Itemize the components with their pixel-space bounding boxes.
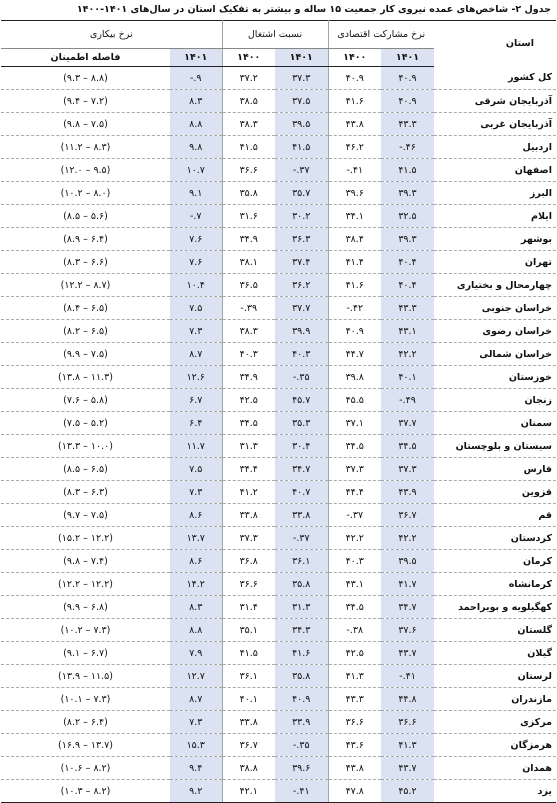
table-row [1, 642, 556, 665]
unemployment-1401-cell: ۹.۱ [170, 182, 222, 205]
employment-1401-cell: ۳۶.۳ [275, 228, 328, 251]
unemployment-1401-cell: ۷.۵ [170, 458, 222, 481]
employment-1400-header: ۱۴۰۰ [222, 49, 275, 67]
table-row [1, 389, 556, 412]
participation-1401-cell: ۳۹.۳ [381, 228, 434, 251]
confidence-interval-cell: (۱۲.۲ – ۱۵.۲) [1, 527, 170, 550]
table-row [1, 366, 556, 389]
unemployment-1401-cell: ۹.- [170, 67, 222, 90]
employment-1400-cell: ۳۵.۱ [222, 619, 275, 642]
participation-1401-cell: ۳۷.۳ [381, 458, 434, 481]
confidence-interval-cell: (۷.۵ – ۹.۹) [1, 343, 170, 366]
table-row [1, 596, 556, 619]
unemployment-1401-cell: ۸.۸ [170, 113, 222, 136]
confidence-interval-cell: (۷.۳ – ۱۰.۱) [1, 688, 170, 711]
employment-1401-cell: ۳۹.۶ [275, 757, 328, 780]
unemployment-1401-cell: ۱۰.۴ [170, 274, 222, 297]
participation-1400-cell: ۴۳.۸ [328, 757, 381, 780]
confidence-interval-header: فاصله اطمینان [1, 49, 170, 67]
table-row [1, 113, 556, 136]
table-row [1, 711, 556, 734]
employment-1400-cell: ۳۸.۵ [222, 90, 275, 113]
participation-1401-cell: ۴۰.۴ [381, 274, 434, 297]
table-row [1, 619, 556, 642]
participation-1401-cell: ۴۳.۷ [381, 757, 434, 780]
table-body [1, 67, 556, 803]
unemployment-1401-cell: ۹.۲ [170, 780, 222, 803]
unemployment-1401-cell: ۶.۷ [170, 389, 222, 412]
confidence-interval-cell: (۶.۶ – ۸.۳) [1, 251, 170, 274]
employment-1401-cell: ۳۳.۹ [275, 711, 328, 734]
participation-header: نرخ مشارکت اقتصادی [328, 21, 434, 49]
participation-1400-cell: ۳۸.- [328, 619, 381, 642]
unemployment-header: نرخ بیکاری [1, 21, 222, 49]
province-cell: زنجان [434, 389, 556, 412]
province-cell: سمنان [434, 412, 556, 435]
confidence-interval-cell: (۸.۲ – ۱۰.۶) [1, 757, 170, 780]
employment-1401-cell: ۴۵.۷ [275, 389, 328, 412]
table-row [1, 527, 556, 550]
unemployment-1401-cell: ۸.۷ [170, 688, 222, 711]
participation-1401-cell: ۴۵.۲ [381, 780, 434, 803]
participation-1400-cell: ۴۱.۶ [328, 90, 381, 113]
employment-1400-cell: ۳۵.۸ [222, 182, 275, 205]
participation-1401-cell: ۳۲.۵ [381, 205, 434, 228]
employment-1401-cell: ۳۷.- [275, 159, 328, 182]
employment-1401-cell: ۳۴.۷ [275, 458, 328, 481]
participation-1401-cell: ۳۴.۷ [381, 596, 434, 619]
employment-1400-cell: ۳۸.۸ [222, 757, 275, 780]
unemployment-1401-cell: ۱۲.۶ [170, 366, 222, 389]
province-cell: البرز [434, 182, 556, 205]
employment-1401-cell: ۴۱.- [275, 780, 328, 803]
confidence-interval-cell: (۱۳.۷ – ۱۶.۹) [1, 734, 170, 757]
province-cell: تهران [434, 251, 556, 274]
participation-1401-cell: ۳۶.۷ [381, 504, 434, 527]
employment-1401-cell: ۳۵.۸ [275, 573, 328, 596]
employment-1400-cell: ۳۸.۳ [222, 113, 275, 136]
participation-1400-cell: ۳۶.۶ [328, 711, 381, 734]
unemployment-1401-cell: ۷.۶ [170, 251, 222, 274]
confidence-interval-cell: (۱۰.۰ – ۱۳.۳) [1, 435, 170, 458]
confidence-interval-cell: (۵.۲ – ۷.۵) [1, 412, 170, 435]
confidence-interval-cell: (۷.۵ – ۹.۸) [1, 113, 170, 136]
province-cell: مازندران [434, 688, 556, 711]
unemployment-1401-cell: ۸.۶ [170, 504, 222, 527]
table-row [1, 343, 556, 366]
participation-1401-cell: ۴۰.۹ [381, 90, 434, 113]
participation-1401-cell: ۴۹.- [381, 389, 434, 412]
unemployment-1401-cell: ۸.۸ [170, 619, 222, 642]
unemployment-1401-cell: ۸.۶ [170, 550, 222, 573]
participation-1400-cell: ۴۳.۱ [328, 573, 381, 596]
employment-1400-cell: ۳۴.۵ [222, 412, 275, 435]
unemployment-1401-cell: ۸.۳ [170, 596, 222, 619]
employment-1400-cell: ۳۶.۶ [222, 159, 275, 182]
employment-1400-cell: ۴۲.۱ [222, 780, 275, 803]
participation-1400-cell: ۳۴.۵ [328, 435, 381, 458]
province-cell: خوزستان [434, 366, 556, 389]
unemployment-1401-cell: ۹.۸ [170, 136, 222, 159]
participation-1401-cell: ۴۳.۷ [381, 642, 434, 665]
confidence-interval-cell: (۶.۵ – ۸.۴) [1, 297, 170, 320]
employment-1400-cell: ۳۸.۳ [222, 320, 275, 343]
employment-1401-cell: ۳۹.۹ [275, 320, 328, 343]
labor-force-table [1, 20, 556, 803]
employment-1400-cell: ۳۶.۱ [222, 665, 275, 688]
unemployment-1401-cell: ۱۰.۷ [170, 159, 222, 182]
employment-1400-cell: ۳۳.۸ [222, 504, 275, 527]
table-row [1, 159, 556, 182]
unemployment-1401-cell: ۸.۷ [170, 343, 222, 366]
province-cell: بوشهر [434, 228, 556, 251]
table-row [1, 205, 556, 228]
employment-1400-cell: ۳۸.۱ [222, 251, 275, 274]
province-cell: مرکزی [434, 711, 556, 734]
participation-1401-cell: ۳۹.۵ [381, 550, 434, 573]
employment-1401-cell: ۴۰.۳ [275, 343, 328, 366]
province-cell: آذربایجان شرقی [434, 90, 556, 113]
employment-1401-cell: ۳۷.- [275, 527, 328, 550]
confidence-interval-cell: (۷.۵ – ۹.۷) [1, 504, 170, 527]
employment-1401-cell: ۴۰.۹ [275, 688, 328, 711]
participation-1400-cell: ۴۱.۳ [328, 665, 381, 688]
table-row [1, 481, 556, 504]
unemployment-1401-cell: ۷.۳ [170, 320, 222, 343]
table-row [1, 274, 556, 297]
participation-1401-cell: ۴۱.۷ [381, 573, 434, 596]
participation-1400-cell: ۴۴.۴ [328, 481, 381, 504]
employment-1401-cell: ۳۵.۳ [275, 412, 328, 435]
employment-1400-cell: ۴۲.۵ [222, 389, 275, 412]
province-cell: سیستان و بلوچستان [434, 435, 556, 458]
employment-1400-cell: ۳۷.۳ [222, 527, 275, 550]
confidence-interval-cell: (۵.۸ – ۷.۶) [1, 389, 170, 412]
employment-1401-cell: ۴۱.۶ [275, 642, 328, 665]
participation-1400-cell: ۳۹.۶ [328, 182, 381, 205]
province-cell: کرمان [434, 550, 556, 573]
participation-1401-cell: ۴۳.۱ [381, 320, 434, 343]
participation-1401-cell: ۳۴.۵ [381, 435, 434, 458]
employment-1400-cell: ۳۴.۹ [222, 228, 275, 251]
participation-1400-header: ۱۴۰۰ [328, 49, 381, 67]
employment-1400-cell: ۳۹.- [222, 297, 275, 320]
employment-1401-cell: ۳۷.۵ [275, 90, 328, 113]
unemployment-1401-cell: ۷.۵ [170, 297, 222, 320]
participation-1401-cell: ۳۷.۶ [381, 619, 434, 642]
participation-1401-cell: ۴۱.۵ [381, 159, 434, 182]
employment-1400-cell: ۳۱.۳ [222, 435, 275, 458]
participation-1400-cell: ۴۱.۴ [328, 251, 381, 274]
employment-1401-cell: ۳۶.۲ [275, 274, 328, 297]
confidence-interval-cell: (۵.۶ – ۸.۵) [1, 205, 170, 228]
employment-1401-cell: ۳۱.۳ [275, 596, 328, 619]
unemployment-1401-cell: ۱۳.۷ [170, 527, 222, 550]
employment-1401-cell: ۴۰.۷ [275, 481, 328, 504]
confidence-interval-cell: (۱۲.۲ – ۱۲.۲) [1, 573, 170, 596]
employment-1401-header: ۱۴۰۱ [275, 49, 328, 67]
table-row [1, 573, 556, 596]
confidence-interval-cell: (۱۱.۳ – ۱۳.۸) [1, 366, 170, 389]
employment-1401-cell: ۳۴.۳ [275, 619, 328, 642]
province-cell: ایلام [434, 205, 556, 228]
participation-1400-cell: ۴۵.۵ [328, 389, 381, 412]
employment-1400-cell: ۴۱.۵ [222, 642, 275, 665]
province-cell: کل کشور [434, 67, 556, 90]
table-row [1, 688, 556, 711]
employment-1401-cell: ۳۷.۳ [275, 67, 328, 90]
confidence-interval-cell: (۶.۵ – ۸.۵) [1, 458, 170, 481]
unemployment-1401-header: ۱۴۰۱ [170, 49, 222, 67]
participation-1400-cell: ۳۴.۱ [328, 205, 381, 228]
province-cell: آذربایجان غربی [434, 113, 556, 136]
employment-1400-cell: ۳۴.۹ [222, 366, 275, 389]
participation-1401-cell: ۳۶.۶ [381, 711, 434, 734]
participation-1400-cell: ۴۳.۸ [328, 113, 381, 136]
confidence-interval-cell: (۷.۲ – ۹.۴) [1, 90, 170, 113]
participation-1401-cell: ۴۲.۲ [381, 527, 434, 550]
unemployment-1401-cell: ۱۱.۷ [170, 435, 222, 458]
participation-1401-cell: ۴۶.- [381, 136, 434, 159]
province-cell: فارس [434, 458, 556, 481]
table-row [1, 780, 556, 803]
participation-1401-cell: ۴۰.۹ [381, 67, 434, 90]
participation-1400-cell: ۴۲.۵ [328, 642, 381, 665]
participation-1400-cell: ۴۶.۲ [328, 136, 381, 159]
confidence-interval-cell: (۶.۵ – ۸.۲) [1, 320, 170, 343]
province-cell: کهگیلویه و بویراحمد [434, 596, 556, 619]
employment-1400-cell: ۴۱.۵ [222, 136, 275, 159]
province-cell: لرستان [434, 665, 556, 688]
confidence-interval-cell: (۸.۷ – ۱۲.۲) [1, 274, 170, 297]
unemployment-1401-cell: ۶.۴ [170, 412, 222, 435]
employment-1400-cell: ۳۴.۴ [222, 458, 275, 481]
participation-1401-cell: ۴۰.۴ [381, 251, 434, 274]
participation-1401-cell: ۴۳.۳ [381, 113, 434, 136]
confidence-interval-cell: (۶.۴ – ۸.۹) [1, 228, 170, 251]
confidence-interval-cell: (۶.۷ – ۹.۱) [1, 642, 170, 665]
participation-1401-cell: ۴۱.- [381, 665, 434, 688]
province-cell: خراسان رضوی [434, 320, 556, 343]
table-row [1, 67, 556, 90]
table-row [1, 550, 556, 573]
participation-1400-cell: ۳۷.۳ [328, 458, 381, 481]
participation-1400-cell: ۴۴.۷ [328, 343, 381, 366]
employment-1401-cell: ۳۵.- [275, 734, 328, 757]
participation-1400-cell: ۴۲.- [328, 297, 381, 320]
confidence-interval-cell: (۷.۳ – ۱۰.۲) [1, 619, 170, 642]
table-row [1, 297, 556, 320]
participation-1401-header: ۱۴۰۱ [381, 49, 434, 67]
unemployment-1401-cell: ۷.۳ [170, 481, 222, 504]
employment-1401-cell: ۳۶.۱ [275, 550, 328, 573]
table-row [1, 435, 556, 458]
table-row [1, 757, 556, 780]
province-cell: گیلان [434, 642, 556, 665]
employment-1401-cell: ۳۵.۸ [275, 665, 328, 688]
participation-1401-cell: ۴۳.۳ [381, 297, 434, 320]
unemployment-1401-cell: ۹.۴ [170, 757, 222, 780]
table-row [1, 412, 556, 435]
employment-header: نسبت اشتغال [222, 21, 328, 49]
table-row [1, 320, 556, 343]
participation-1400-cell: ۳۷.۱ [328, 412, 381, 435]
province-cell: قم [434, 504, 556, 527]
employment-1400-cell: ۳۱.۴ [222, 596, 275, 619]
participation-1400-cell: ۴۱.۶ [328, 274, 381, 297]
confidence-interval-cell: (۸.۸ – ۹.۳) [1, 67, 170, 90]
confidence-interval-cell: (۸.۲ – ۱۰.۳) [1, 780, 170, 803]
province-cell: اصفهان [434, 159, 556, 182]
unemployment-1401-cell: ۸.۳ [170, 90, 222, 113]
province-cell: کردستان [434, 527, 556, 550]
participation-1400-cell: ۳۴.۵ [328, 596, 381, 619]
employment-1400-cell: ۴۰.۱ [222, 688, 275, 711]
table-row [1, 136, 556, 159]
table-row [1, 734, 556, 757]
participation-1400-cell: ۴۷.۸ [328, 780, 381, 803]
province-cell: اردبیل [434, 136, 556, 159]
unemployment-1401-cell: ۱۴.۲ [170, 573, 222, 596]
table-caption: جدول ۲- شاخص‌های عمده نیروی کار جمعیت ۱۵ ساله و بیشتر به تفکیک استان در سال‌های ۱۴۰۱-۱۴۰۰ [76, 4, 551, 15]
header-row-groups [1, 21, 556, 49]
participation-1400-cell: ۴۲.۲ [328, 527, 381, 550]
unemployment-1401-cell: ۷.- [170, 205, 222, 228]
table-row [1, 182, 556, 205]
participation-1400-cell: ۴۰.۳ [328, 550, 381, 573]
participation-1401-cell: ۴۴.۸ [381, 688, 434, 711]
table-row [1, 90, 556, 113]
participation-1401-cell: ۴۲.۲ [381, 343, 434, 366]
employment-1401-cell: ۴۱.۵ [275, 136, 328, 159]
participation-1401-cell: ۴۱.۳ [381, 734, 434, 757]
participation-1401-cell: ۴۳.۹ [381, 481, 434, 504]
table-row [1, 504, 556, 527]
confidence-interval-cell: (۹.۵ – ۱۲.۰) [1, 159, 170, 182]
confidence-interval-cell: (۶.۸ – ۹.۹) [1, 596, 170, 619]
employment-1400-cell: ۳۶.۸ [222, 550, 275, 573]
confidence-interval-cell: (۱۱.۵ – ۱۳.۹) [1, 665, 170, 688]
unemployment-1401-cell: ۷.۹ [170, 642, 222, 665]
employment-1401-cell: ۳۷.۷ [275, 297, 328, 320]
province-cell: قزوین [434, 481, 556, 504]
employment-1401-cell: ۳۵.- [275, 366, 328, 389]
table-row [1, 458, 556, 481]
employment-1400-cell: ۳۶.۶ [222, 573, 275, 596]
participation-1400-cell: ۴۳.۳ [328, 688, 381, 711]
employment-1400-cell: ۳۱.۶ [222, 205, 275, 228]
participation-1401-cell: ۳۹.۳ [381, 182, 434, 205]
participation-1400-cell: ۳۷.- [328, 504, 381, 527]
unemployment-1401-cell: ۷.۶ [170, 228, 222, 251]
confidence-interval-cell: (۸.۰ – ۱۰.۲) [1, 182, 170, 205]
participation-1400-cell: ۴۳.۶ [328, 734, 381, 757]
employment-1401-cell: ۳۷.۴ [275, 251, 328, 274]
confidence-interval-cell: (۸.۳ – ۱۱.۲) [1, 136, 170, 159]
employment-1400-cell: ۳۳.۸ [222, 711, 275, 734]
participation-1401-cell: ۴۰.۱ [381, 366, 434, 389]
employment-1401-cell: ۳۹.۵ [275, 113, 328, 136]
participation-1400-cell: ۳۹.۸ [328, 366, 381, 389]
participation-1400-cell: ۳۸.۴ [328, 228, 381, 251]
confidence-interval-cell: (۶.۴ – ۸.۲) [1, 711, 170, 734]
employment-1401-cell: ۳۵.۷ [275, 182, 328, 205]
confidence-interval-cell: (۶.۳ – ۸.۳) [1, 481, 170, 504]
table-row [1, 251, 556, 274]
province-cell: چهارمحال و بختیاری [434, 274, 556, 297]
employment-1400-cell: ۳۶.۵ [222, 274, 275, 297]
confidence-interval-cell: (۷.۴ – ۹.۸) [1, 550, 170, 573]
province-cell: همدان [434, 757, 556, 780]
participation-1400-cell: ۴۰.۹ [328, 320, 381, 343]
participation-1400-cell: ۴۱.- [328, 159, 381, 182]
employment-1400-cell: ۳۶.۷ [222, 734, 275, 757]
province-cell: خراسان شمالی [434, 343, 556, 366]
province-cell: خراسان جنوبی [434, 297, 556, 320]
unemployment-1401-cell: ۱۲.۷ [170, 665, 222, 688]
province-cell: گلستان [434, 619, 556, 642]
employment-1401-cell: ۳۳.۸ [275, 504, 328, 527]
province-cell: یزد [434, 780, 556, 803]
employment-1401-cell: ۳۰.۴ [275, 435, 328, 458]
employment-1400-cell: ۳۷.۲ [222, 67, 275, 90]
participation-1401-cell: ۳۷.۷ [381, 412, 434, 435]
unemployment-1401-cell: ۷.۳ [170, 711, 222, 734]
table-row [1, 228, 556, 251]
unemployment-1401-cell: ۱۵.۳ [170, 734, 222, 757]
province-cell: کرمانشاه [434, 573, 556, 596]
table-row [1, 665, 556, 688]
employment-1401-cell: ۳۰.۲ [275, 205, 328, 228]
province-header: استان [434, 21, 556, 67]
province-cell: هرمزگان [434, 734, 556, 757]
employment-1400-cell: ۴۰.۳ [222, 343, 275, 366]
participation-1400-cell: ۴۰.۹ [328, 67, 381, 90]
employment-1400-cell: ۴۱.۲ [222, 481, 275, 504]
